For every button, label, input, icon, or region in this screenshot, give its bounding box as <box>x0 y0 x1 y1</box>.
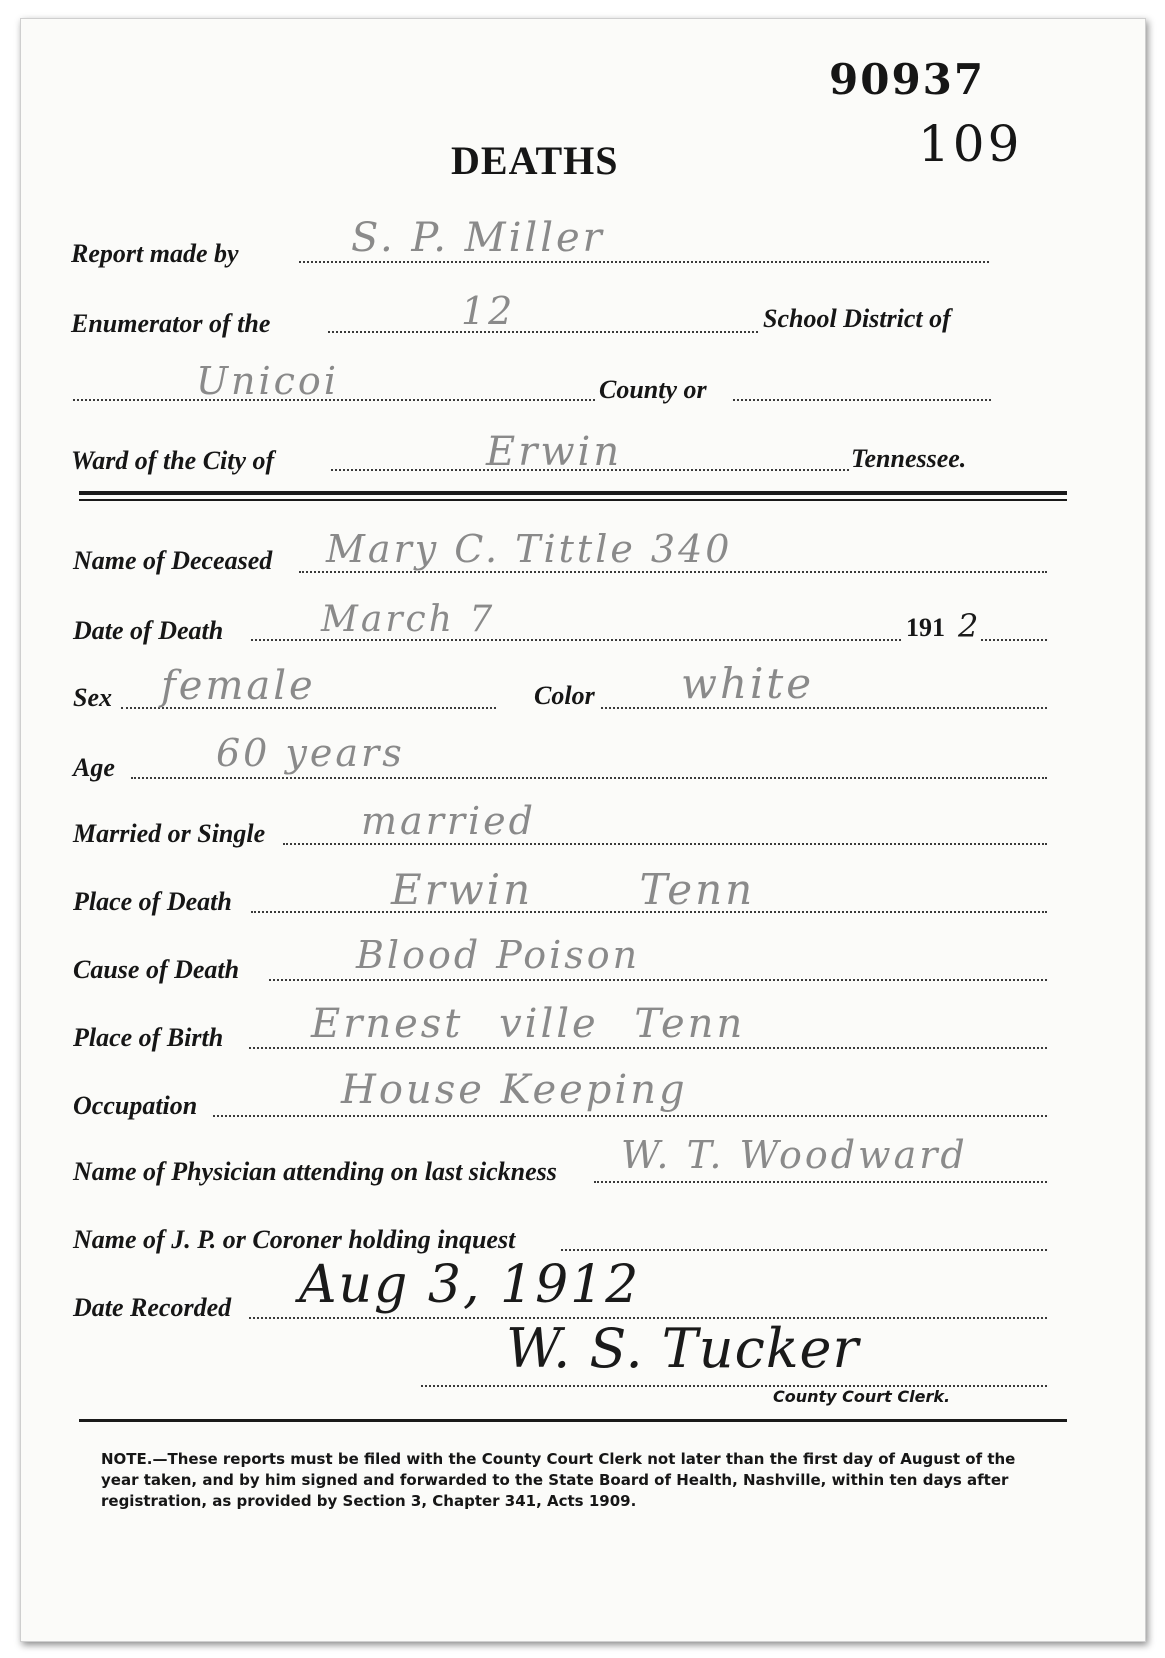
label-place-of-birth: Place of Birth <box>73 1023 224 1052</box>
label-date-of-death: Date of Death <box>73 616 224 645</box>
line-school-district <box>328 331 758 333</box>
footer-note: NOTE.—These reports must be filed with the County Court Clerk not later than the first day of August of the year taken, and by him signed and forwarded to the State Board of Health, Nashville, within ten days after registration, as provided by Section 3, Chapter 341, Acts 1909. <box>101 1450 1016 1510</box>
label-year-191: 191 <box>906 613 945 642</box>
record-number: 90937 <box>829 55 986 104</box>
page-number: 109 <box>918 115 1023 173</box>
label-coroner: Name of J. P. or Coroner holding inquest <box>73 1225 516 1254</box>
label-sex: Sex <box>73 683 112 712</box>
label-cause-of-death: Cause of Death <box>73 955 240 984</box>
label-married-or-single: Married or Single <box>73 819 266 848</box>
value-physician: W. T. Woodward <box>621 1133 968 1177</box>
value-age: 60 years <box>216 731 405 775</box>
label-county-or: County or <box>599 375 707 404</box>
value-married-or-single: married <box>361 799 536 843</box>
label-date-recorded: Date Recorded <box>73 1293 232 1322</box>
line-name-of-deceased <box>299 571 1047 573</box>
line-cause-of-death <box>269 979 1047 981</box>
value-city: Erwin <box>486 429 623 475</box>
line-age <box>131 777 1047 779</box>
value-place-of-birth: Ernest ville Tenn <box>311 1001 746 1047</box>
line-color <box>601 707 1047 709</box>
value-sex: female <box>161 663 316 709</box>
label-color: Color <box>534 681 595 710</box>
value-date-recorded: Aug 3, 1912 <box>299 1255 641 1315</box>
line-married-or-single <box>283 843 1047 845</box>
label-physician: Name of Physician attending on last sickness <box>73 1157 557 1186</box>
label-ward-of-city: Ward of the City of <box>71 446 275 475</box>
label-county-court-clerk: County Court Clerk. <box>773 1387 951 1406</box>
label-place-of-death: Place of Death <box>73 887 232 916</box>
label-school-district-of: School District of <box>763 304 951 333</box>
label-occupation: Occupation <box>73 1091 198 1120</box>
value-name-of-deceased: Mary C. Tittle 340 <box>326 527 733 571</box>
value-school-district: 12 <box>461 289 516 333</box>
line-coroner <box>561 1249 1047 1251</box>
value-date-of-death: March 7 <box>321 599 496 640</box>
value-report-made-by: S. P. Miller <box>351 215 605 261</box>
label-name-of-deceased: Name of Deceased <box>73 546 273 575</box>
line-year <box>981 639 1047 641</box>
label-report-made-by: Report made by <box>71 239 239 268</box>
value-year-digit: 2 <box>958 607 979 645</box>
line-physician <box>594 1181 1047 1183</box>
value-cause-of-death: Blood Poison <box>356 933 641 977</box>
line-county-or <box>733 399 991 401</box>
label-age: Age <box>73 753 115 782</box>
value-county: Unicoi <box>196 359 339 403</box>
line-occupation <box>213 1115 1047 1117</box>
value-clerk-signature: W. S. Tucker <box>506 1317 860 1380</box>
label-enumerator: Enumerator of the <box>71 309 271 338</box>
line-place-of-birth <box>249 1047 1047 1049</box>
form-title: DEATHS <box>451 138 619 183</box>
line-clerk-signature <box>421 1385 1047 1387</box>
label-tennessee: Tennessee. <box>851 444 967 473</box>
value-color: white <box>681 659 815 708</box>
rule-bottom <box>79 1419 1067 1422</box>
rule-top-thick <box>79 491 1067 495</box>
rule-top-thin <box>79 499 1067 501</box>
death-record-card <box>20 18 1146 1642</box>
line-report-made-by <box>299 261 989 263</box>
value-place-of-death: Erwin Tenn <box>391 865 756 914</box>
value-occupation: House Keeping <box>341 1067 688 1113</box>
